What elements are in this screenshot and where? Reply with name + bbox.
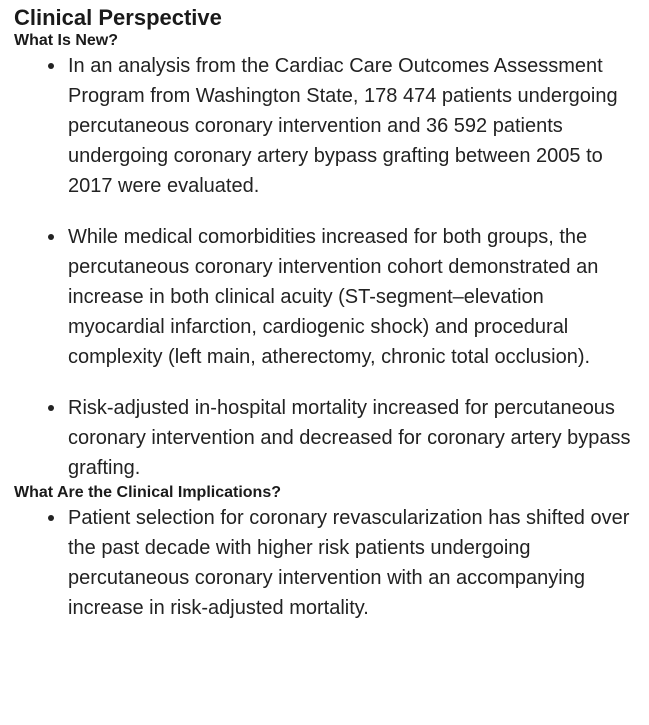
page-title: Clinical Perspective bbox=[14, 5, 222, 30]
list-item: Patient selection for coronary revascularization has shifted over the past decade with higher risk patients undergoing percutaneous coronary intervention with an accompanying increase in risk-adjusted mortality. bbox=[14, 503, 639, 623]
list-item: While medical comorbidities increased for both groups, the percutaneous coronary intervention cohort demonstrated an increase in both clinical acuity (ST-segment–elevation myocardial infarction, cardiogenic shock) and procedural complexity (left main, atherectomy, chronic total occlusion). bbox=[14, 222, 639, 372]
section-heading-what-is-new: What Is New? bbox=[14, 32, 119, 49]
list-item: Risk-adjusted in-hospital mortality increased for percutaneous coronary intervention and decreased for coronary artery bypass grafting. bbox=[14, 393, 639, 483]
section-heading-clinical-implications: What Are the Clinical Implications? bbox=[14, 484, 281, 501]
list-item: In an analysis from the Cardiac Care Outcomes Assessment Program from Washington State, 178 474 patients undergoing percutaneous coronary intervention and 36 592 patients undergoing coronary artery bypass grafting between 2005 to 2017 were evaluated. bbox=[14, 51, 639, 201]
clinical-implications-list bbox=[14, 503, 639, 623]
what-is-new-list bbox=[14, 51, 639, 483]
